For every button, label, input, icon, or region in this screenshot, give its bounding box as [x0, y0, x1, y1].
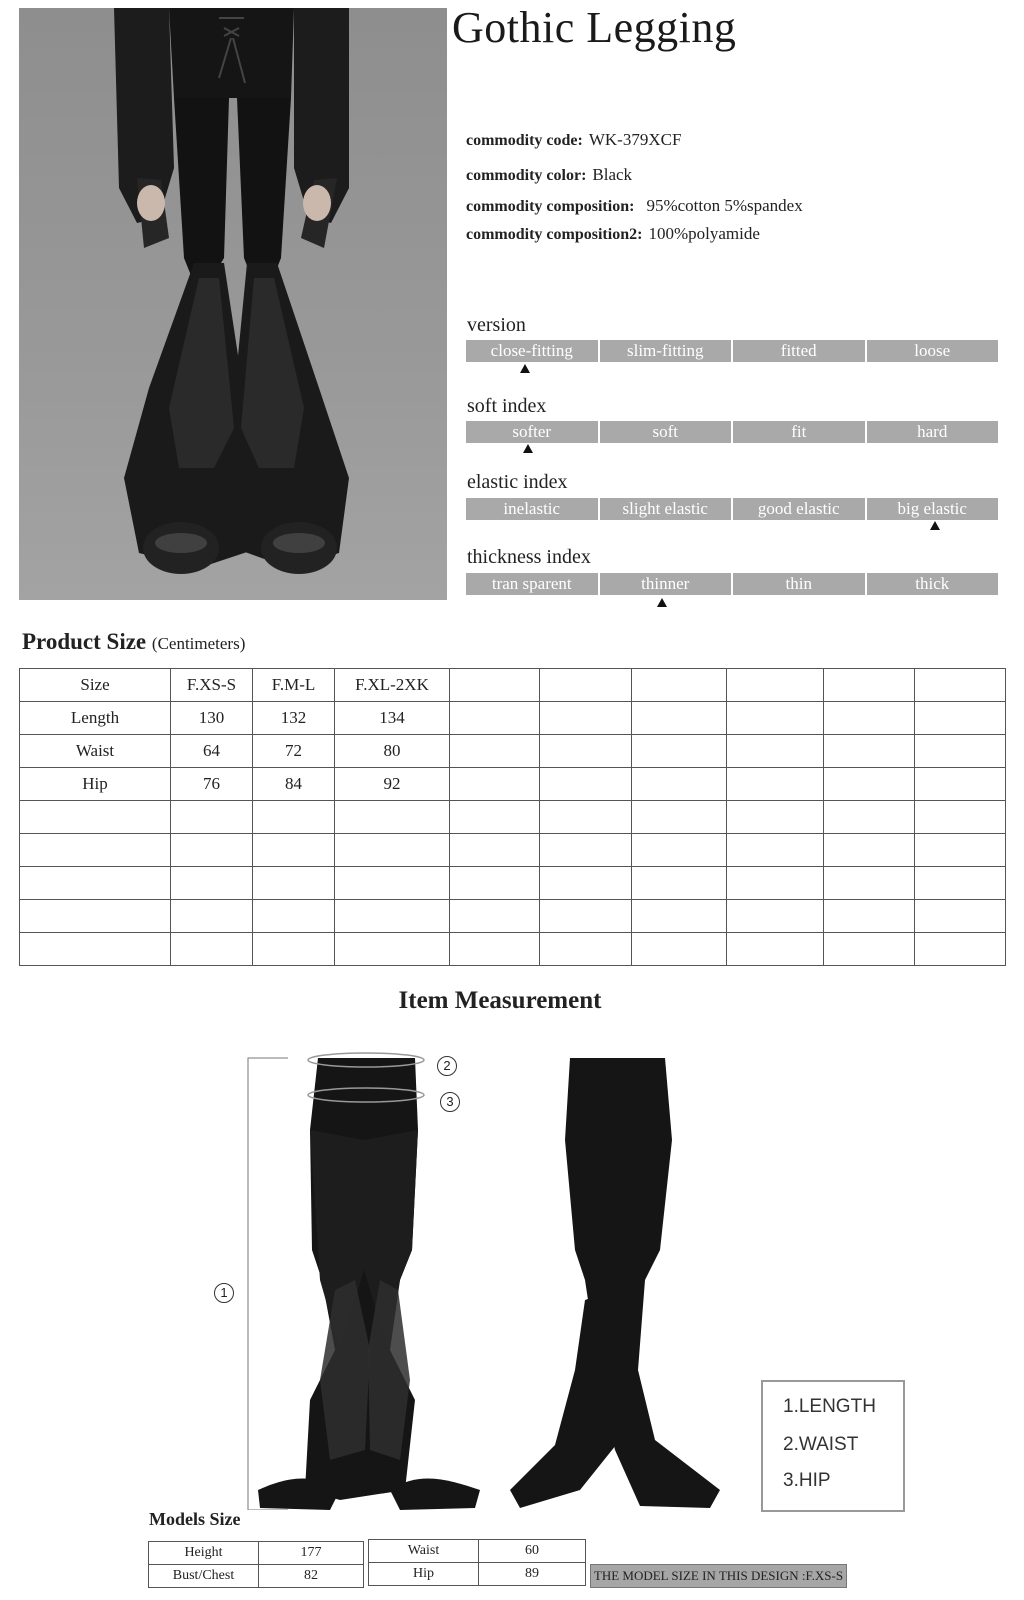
table-cell — [632, 834, 727, 867]
table-cell — [915, 669, 1006, 702]
table-cell — [632, 933, 727, 966]
table-header-cell: Size — [20, 669, 171, 702]
table-cell — [540, 933, 632, 966]
table-cell: 89 — [479, 1563, 586, 1586]
table-cell — [171, 801, 253, 834]
table-cell: Waist — [369, 1540, 479, 1563]
version-scale — [466, 340, 998, 362]
spec-key: commodity color: — [466, 167, 587, 184]
table-cell — [915, 768, 1006, 801]
table-cell — [20, 900, 171, 933]
table-cell — [915, 867, 1006, 900]
table-cell: 84 — [253, 768, 335, 801]
product-title: Gothic Legging — [452, 3, 737, 52]
table-row — [20, 702, 1006, 735]
table-cell — [727, 933, 824, 966]
table-cell: 134 — [335, 702, 450, 735]
table-cell — [253, 933, 335, 966]
spec-composition — [466, 196, 803, 216]
table-cell — [335, 867, 450, 900]
table-cell — [915, 801, 1006, 834]
measurement-legend — [761, 1380, 905, 1512]
table-cell — [171, 933, 253, 966]
spec-code — [466, 130, 681, 150]
marker-circle-1: 1 — [214, 1283, 234, 1303]
legend-item: 1.LENGTH — [783, 1396, 876, 1417]
table-cell — [540, 735, 632, 768]
soft-option: soft — [600, 421, 732, 443]
version-label: version — [467, 314, 526, 336]
size-table — [19, 668, 1006, 966]
table-cell — [915, 735, 1006, 768]
table-cell — [727, 834, 824, 867]
elastic-index-label: elastic index — [467, 471, 568, 493]
table-cell — [540, 702, 632, 735]
version-option: close-fitting — [466, 340, 598, 362]
table-cell — [824, 900, 915, 933]
models-size-title: Models Size — [149, 1509, 241, 1529]
spec-value: 95%cotton 5%spandex — [646, 196, 803, 215]
thickness-option: thinner — [600, 573, 732, 595]
table-header-cell: F.XS-S — [171, 669, 253, 702]
table-cell — [824, 669, 915, 702]
spec-key: commodity composition2: — [466, 226, 643, 243]
table-cell — [915, 702, 1006, 735]
marker-circle-2: 2 — [437, 1056, 457, 1076]
table-cell — [540, 669, 632, 702]
table-cell: 80 — [335, 735, 450, 768]
table-cell — [824, 867, 915, 900]
table-cell — [20, 834, 171, 867]
soft-option: fit — [733, 421, 865, 443]
table-cell — [632, 768, 727, 801]
table-cell: 82 — [259, 1565, 364, 1588]
table-cell — [727, 735, 824, 768]
elastic-option: good elastic — [733, 498, 865, 520]
product-size-title: Product Size — [22, 629, 147, 654]
legend-item: 3.HIP — [783, 1470, 831, 1491]
table-row — [20, 768, 1006, 801]
thickness-index-scale — [466, 573, 998, 595]
table-cell — [632, 900, 727, 933]
table-cell — [20, 801, 171, 834]
table-cell — [253, 801, 335, 834]
legend-item: 2.WAIST — [783, 1434, 859, 1455]
table-cell — [20, 867, 171, 900]
table-row — [149, 1542, 364, 1565]
table-cell: Hip — [20, 768, 171, 801]
soft-index-scale — [466, 421, 998, 443]
table-cell — [727, 768, 824, 801]
table-cell: Hip — [369, 1563, 479, 1586]
table-row — [20, 900, 1006, 933]
soft-marker-icon — [523, 444, 533, 453]
table-cell — [335, 834, 450, 867]
table-cell — [253, 834, 335, 867]
table-cell — [632, 702, 727, 735]
table-cell — [171, 900, 253, 933]
version-option: loose — [867, 340, 999, 362]
table-cell — [335, 801, 450, 834]
version-option: slim-fitting — [600, 340, 732, 362]
product-photo — [19, 8, 447, 600]
model-wearing-legging-illustration — [19, 8, 447, 600]
table-cell — [632, 669, 727, 702]
spec-color — [466, 165, 632, 185]
thickness-marker-icon — [657, 598, 667, 607]
table-cell: 132 — [253, 702, 335, 735]
elastic-option: inelastic — [466, 498, 598, 520]
table-cell — [824, 933, 915, 966]
table-cell — [540, 834, 632, 867]
legging-flat-illustration — [240, 1050, 760, 1510]
product-size-unit: (Centimeters) — [151, 634, 246, 653]
product-size-heading — [22, 629, 245, 655]
table-cell — [727, 702, 824, 735]
table-cell — [450, 900, 540, 933]
table-row — [149, 1565, 364, 1588]
table-cell — [335, 933, 450, 966]
table-cell — [632, 801, 727, 834]
table-cell — [824, 801, 915, 834]
table-row — [20, 933, 1006, 966]
item-measurement-title: Item Measurement — [398, 987, 602, 1014]
table-cell — [171, 867, 253, 900]
table-cell — [450, 669, 540, 702]
spec-value: 100%polyamide — [648, 224, 760, 243]
table-cell: Length — [20, 702, 171, 735]
table-row — [369, 1563, 586, 1586]
thickness-index-label: thickness index — [467, 546, 591, 568]
spec-composition2 — [466, 224, 760, 244]
thickness-option: thick — [867, 573, 999, 595]
table-cell — [450, 933, 540, 966]
elastic-option: slight elastic — [600, 498, 732, 520]
table-cell — [727, 867, 824, 900]
spec-value: WK-379XCF — [588, 130, 682, 149]
table-cell: Height — [149, 1542, 259, 1565]
table-row — [20, 834, 1006, 867]
table-header-cell: F.XL-2XK — [335, 669, 450, 702]
table-cell: 92 — [335, 768, 450, 801]
table-cell: 60 — [479, 1540, 586, 1563]
spec-key: commodity composition: — [466, 198, 635, 215]
table-cell — [824, 834, 915, 867]
table-cell — [915, 834, 1006, 867]
table-row — [20, 867, 1006, 900]
table-cell — [824, 735, 915, 768]
spec-value: Black — [592, 165, 633, 184]
table-cell — [540, 768, 632, 801]
table-cell — [727, 669, 824, 702]
elastic-option: big elastic — [867, 498, 999, 520]
table-cell — [450, 702, 540, 735]
table-cell — [450, 834, 540, 867]
thickness-option: thin — [733, 573, 865, 595]
table-cell — [727, 900, 824, 933]
table-cell: 64 — [171, 735, 253, 768]
table-cell — [727, 801, 824, 834]
table-row — [369, 1540, 586, 1563]
table-cell — [450, 867, 540, 900]
table-cell — [540, 867, 632, 900]
table-cell: 130 — [171, 702, 253, 735]
table-cell — [450, 768, 540, 801]
table-cell — [632, 735, 727, 768]
table-cell — [824, 702, 915, 735]
soft-index-label: soft index — [467, 395, 547, 417]
table-cell — [540, 900, 632, 933]
table-cell: Waist — [20, 735, 171, 768]
marker-circle-3: 3 — [440, 1092, 460, 1112]
version-marker-icon — [520, 364, 530, 373]
thickness-option: tran sparent — [466, 573, 598, 595]
table-cell — [450, 735, 540, 768]
table-header-cell: F.M-L — [253, 669, 335, 702]
table-cell: 76 — [171, 768, 253, 801]
elastic-marker-icon — [930, 521, 940, 530]
table-cell — [253, 867, 335, 900]
table-row — [20, 801, 1006, 834]
table-cell — [915, 900, 1006, 933]
table-cell — [171, 834, 253, 867]
table-cell — [915, 933, 1006, 966]
table-cell — [20, 933, 171, 966]
table-header-row — [20, 669, 1006, 702]
table-row — [20, 735, 1006, 768]
soft-option: softer — [466, 421, 598, 443]
table-cell — [824, 768, 915, 801]
models-table-left — [148, 1541, 364, 1588]
table-cell — [540, 801, 632, 834]
models-table-right — [368, 1539, 586, 1586]
table-cell: Bust/Chest — [149, 1565, 259, 1588]
spec-key: commodity code: — [466, 132, 583, 149]
table-cell: 177 — [259, 1542, 364, 1565]
elastic-index-scale — [466, 498, 998, 520]
table-cell — [450, 801, 540, 834]
table-cell — [335, 900, 450, 933]
table-cell — [253, 900, 335, 933]
table-cell — [632, 867, 727, 900]
model-size-note: THE MODEL SIZE IN THIS DESIGN :F.XS-S — [590, 1564, 847, 1588]
version-option: fitted — [733, 340, 865, 362]
table-cell: 72 — [253, 735, 335, 768]
soft-option: hard — [867, 421, 999, 443]
